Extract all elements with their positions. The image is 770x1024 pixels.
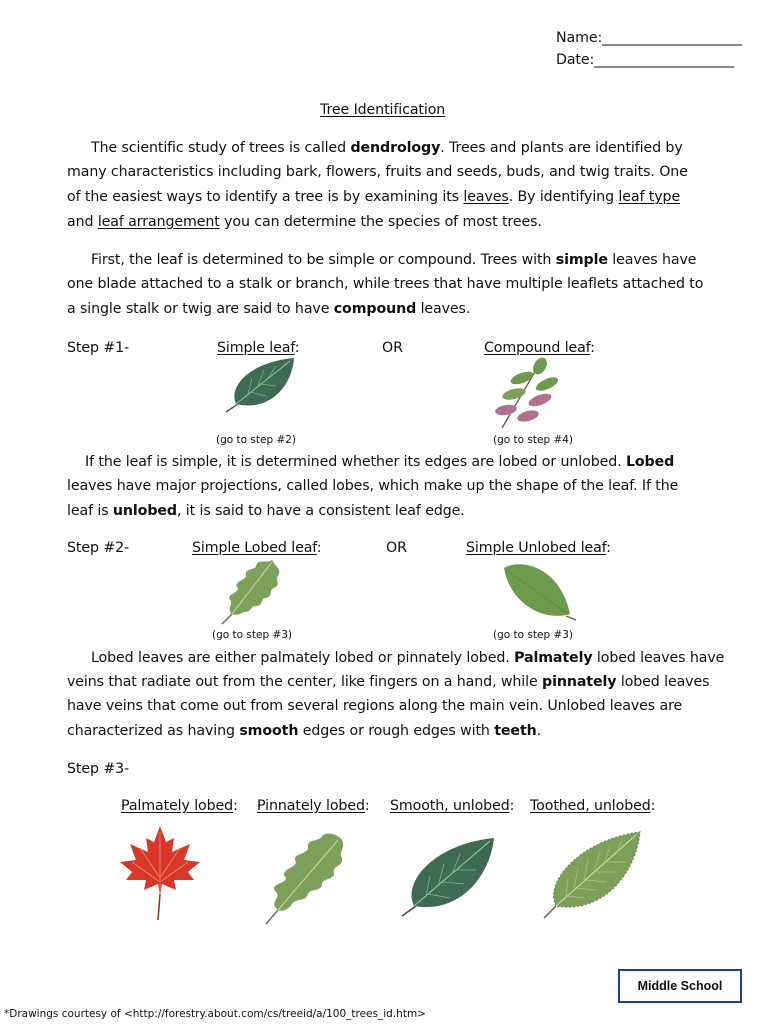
step2-unlobed-caption: (go to step #3) xyxy=(493,629,574,641)
step1-compound-label: Compound leaf: xyxy=(484,340,595,356)
step2-unlobed-label: Simple Unlobed leaf: xyxy=(466,540,611,556)
middle-school-badge: Middle School xyxy=(618,969,742,1003)
para3-line-1: If the leaf is simple, it is determined whether its edges are lobed or unlobed. Lobed xyxy=(85,454,675,470)
intro-line-1: The scientific study of trees is called dendrology. Trees and plants are identified by xyxy=(91,140,683,156)
para2-line-2: one blade attached to a stalk or branch, while trees that have multiple leaflets attached to xyxy=(67,276,704,292)
intro-line-2: many characteristics including bark, flowers, fruits and seeds, buds, and twig traits. One xyxy=(67,164,688,180)
step1-simple-label: Simple leaf: xyxy=(217,340,300,356)
smooth-leaf-image xyxy=(398,836,496,920)
step1-or: OR xyxy=(382,340,403,356)
pinnate-leaf-image xyxy=(258,828,348,928)
unlobed-leaf-image xyxy=(500,560,580,622)
para4-line-4: characterized as having smooth edges or rough edges with teeth. xyxy=(67,723,542,739)
palmate-leaf-image xyxy=(118,822,204,922)
para2-line-3: a single stalk or twig are said to have compound leaves. xyxy=(67,301,471,317)
toothed-leaf-image xyxy=(540,828,644,920)
step1-compound-caption: (go to step #4) xyxy=(493,434,574,446)
step1-simple-caption: (go to step #2) xyxy=(216,434,297,446)
footer-credit: *Drawings courtesy of <http://forestry.about.com/cs/treeid/a/100_trees_id.htm> xyxy=(4,1008,426,1020)
compound-leaf-image xyxy=(492,356,564,432)
page-title: Tree Identification xyxy=(320,102,446,118)
intro-line-3: of the easiest ways to identify a tree is by examining its leaves. By identifying leaf type xyxy=(67,189,681,205)
para3-line-3: leaf is unlobed, it is said to have a consistent leaf edge. xyxy=(67,503,465,519)
step3-label: Step #3- xyxy=(67,761,130,777)
step2-label: Step #2- xyxy=(67,540,130,556)
date-field: Date:____________________ xyxy=(556,52,735,68)
step3-smooth-label: Smooth, unlobed: xyxy=(390,798,515,814)
step2-lobed-label: Simple Lobed leaf: xyxy=(192,540,322,556)
para4-line-2: veins that radiate out from the center, like fingers on a hand, while pinnately lobed leaves xyxy=(67,674,710,690)
lobed-leaf-image xyxy=(216,556,286,628)
step3-palmate-label: Palmately lobed: xyxy=(121,798,238,814)
step2-or: OR xyxy=(386,540,407,556)
para3-line-2: leaves have major projections, called lobes, which make up the shape of the leaf. If the xyxy=(67,478,679,494)
step3-toothed-label: Toothed, unlobed: xyxy=(530,798,656,814)
para4-line-3: have veins that come out from several regions along the main vein. Unlobed leaves are xyxy=(67,698,683,714)
para4-line-1: Lobed leaves are either palmately lobed or pinnately lobed. Palmately lobed leaves have xyxy=(91,650,725,666)
simple-leaf-image xyxy=(220,356,300,418)
name-field: Name:____________________ xyxy=(556,30,743,46)
step1-label: Step #1- xyxy=(67,340,130,356)
intro-line-4: and leaf arrangement you can determine the species of most trees. xyxy=(67,214,542,230)
step3-pinnate-label: Pinnately lobed: xyxy=(257,798,370,814)
para2-line-1: First, the leaf is determined to be simple or compound. Trees with simple leaves have xyxy=(91,252,697,268)
step2-lobed-caption: (go to step #3) xyxy=(212,629,293,641)
